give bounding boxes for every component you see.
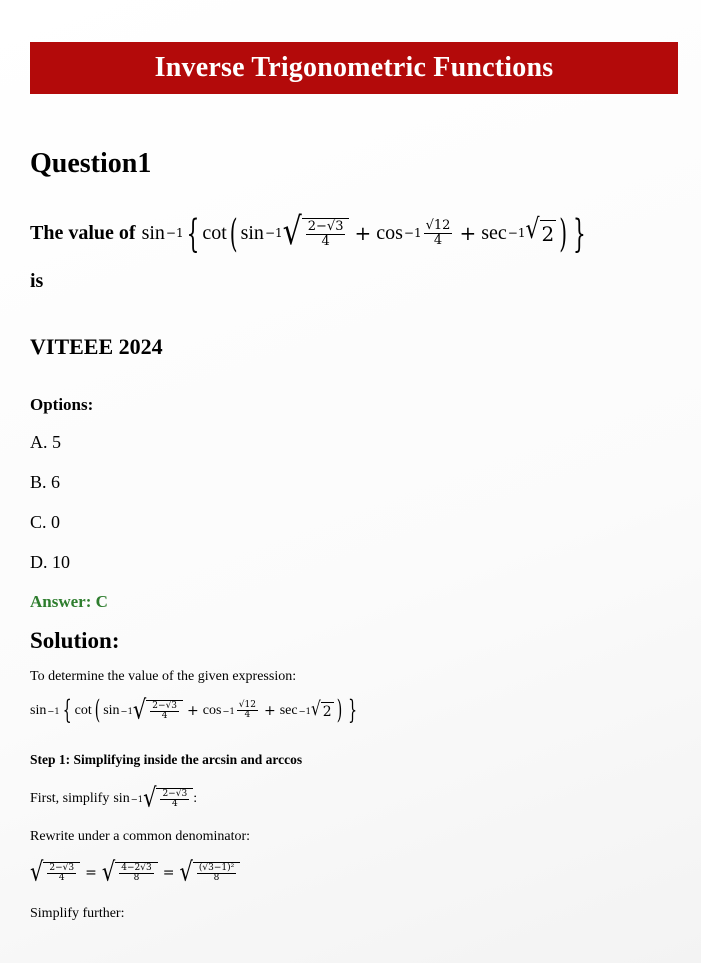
first-simplify-line: First, simplify sin −1 √ $\frac{2-√3}{4}$ : [30, 782, 198, 813]
rewrite-equation: √ $\frac{2-√3}{4}$ = √ $\frac{4-2√3}{8}$ = √ $\frac{\text{(√3−1)²}}{8}$ [30, 862, 240, 884]
option-d: D. 10 [30, 552, 70, 572]
question-expression: sin −1 { cot ( sin −1 √ $\frac{2-√3}{4}$ + cos −1 $\frac{√12}{4}$ + sec −1 √ 2 ) } [141, 210, 586, 256]
option-c: C. 0 [30, 512, 61, 532]
question-prefix: The value of [30, 221, 136, 244]
question-title: Question1 [30, 148, 152, 179]
option-a: A. 5 [30, 432, 61, 452]
step1-heading: Step 1: Simplifying inside the arcsin and arccos [30, 752, 303, 767]
exam-label: VITEEE 2024 [30, 334, 163, 359]
solution-title: Solution: [30, 628, 120, 653]
question-suffix: is [30, 270, 44, 292]
title-banner [30, 42, 678, 94]
solution-expression: sin −1 { cot ( sin −1 √ $\frac{2-√3}{4}$ + cos −1 $\frac{√12}{4}$ + sec −1 √ 2 ) } [30, 694, 358, 727]
answer-label: Answer: C [30, 592, 108, 611]
page-title: Inverse Trigonometric Functions [154, 52, 554, 83]
option-b: B. 6 [30, 472, 61, 492]
solution-intro: To determine the value of the given expression: [30, 669, 297, 684]
question-statement [30, 210, 589, 256]
options-heading: Options: [30, 395, 94, 414]
rewrite-text: Rewrite under a common denominator: [30, 829, 251, 844]
simplify-further-text: Simplify further: [30, 906, 125, 921]
